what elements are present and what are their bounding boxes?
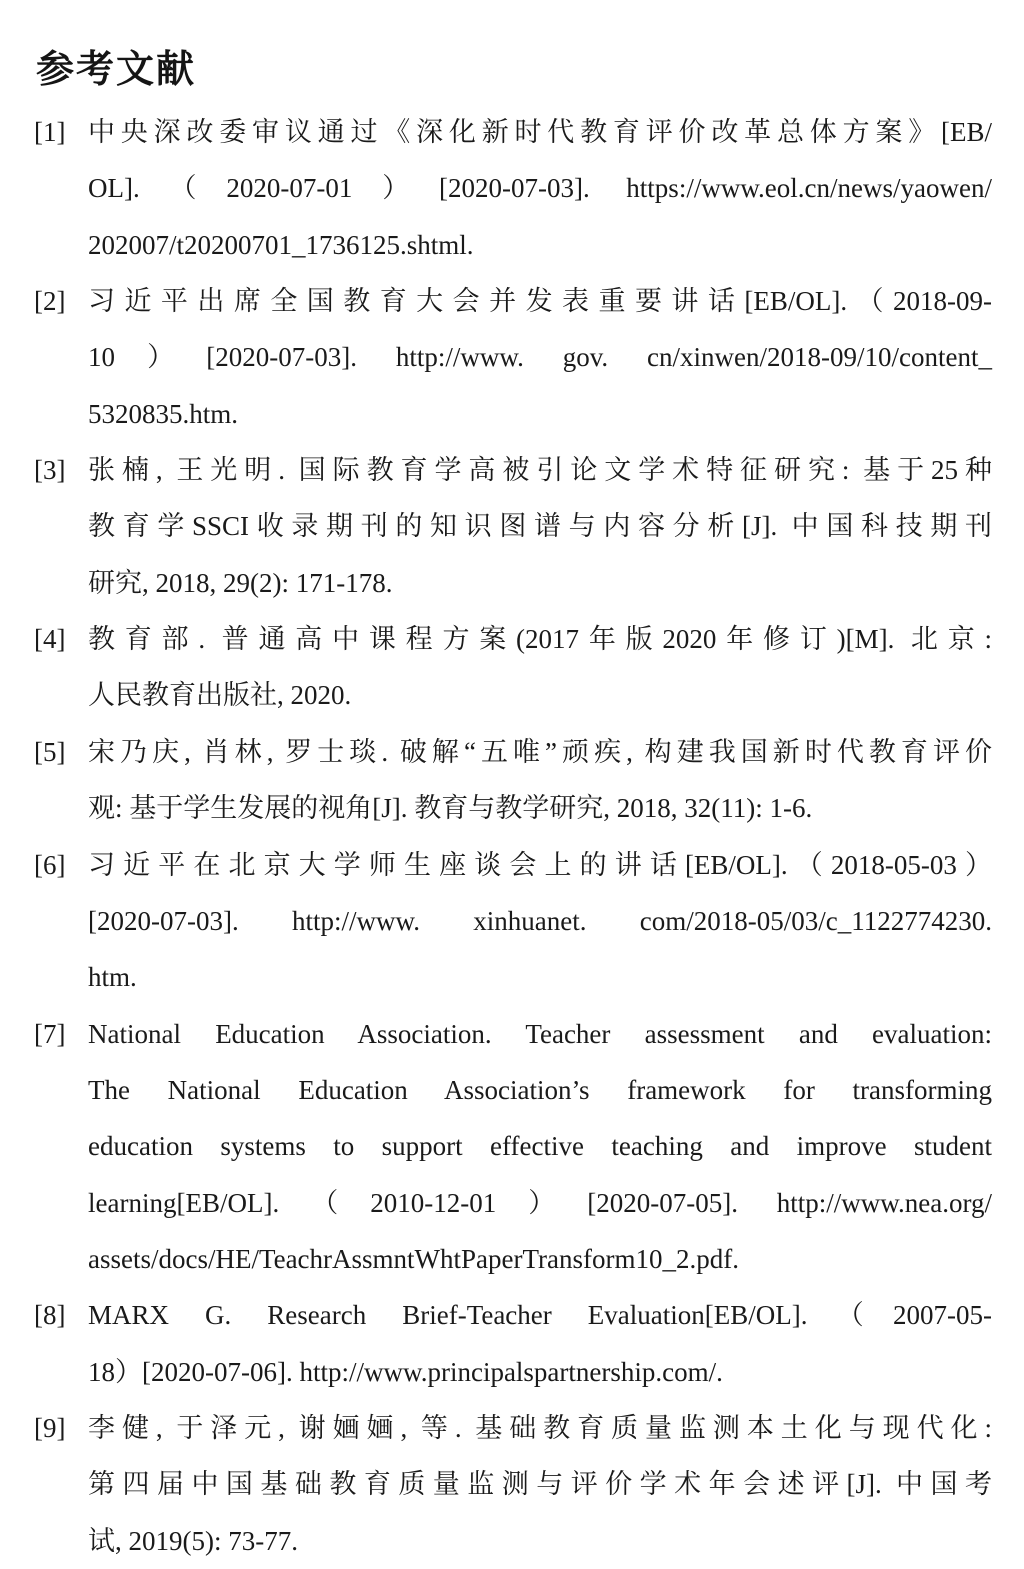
reference-number: [7] [34, 1018, 66, 1049]
reference-text-line: 观: 基于学生发展的视角[J]. 教育与教学研究, 2018, 32(11): 1-6. [88, 793, 813, 824]
reference-number: [1] [34, 117, 66, 147]
reference-text-line: OL].（2020-07-01）[2020-07-03]. https://www.eol.cn/news/yaowen/ [88, 173, 992, 204]
reference-text-line: 人民教育出版社, 2020. [88, 680, 352, 711]
reference-text-line: assets/docs/HE/TeachrAssmntWhtPaperTransform10_2.pdf. [88, 1243, 740, 1274]
reference-text-line: learning[EB/OL].（2010-12-01）[2020-07-05]. http://www.nea.org/ [88, 1187, 992, 1218]
reference-text-line: 李健, 于泽元, 谢婳婳, 等. 基础教育质量监测本土化与现代化: [88, 1413, 992, 1444]
reference-number: [5] [34, 736, 66, 767]
reference-text-line: htm. [88, 962, 137, 993]
reference-text-line: 习近平出席全国教育大会并发表重要讲话[EB/OL].（2018-09- [88, 286, 992, 317]
section-title: 参考文献 [36, 47, 197, 91]
reference-text-line: MARX G. Research Brief-Teacher Evaluation[EB/OL].（2007-05- [88, 1300, 992, 1331]
reference-text-line: 18）[2020-07-06]. http://www.principalspartnership.com/. [88, 1356, 723, 1387]
reference-text-line: 教育部. 普通高中课程方案(2017年版2020年修订)[M]. 北京: [88, 624, 992, 655]
reference-number: [4] [34, 624, 66, 655]
reference-text-line: 中央深改委审议通过《深化新时代教育评价改革总体方案》[EB/ [88, 117, 992, 147]
reference-text-line: 第四届中国基础教育质量监测与评价学术年会述评[J]. 中国考 [88, 1469, 992, 1500]
reference-text-line: 研究, 2018, 29(2): 171-178. [88, 567, 393, 598]
reference-text-line: 202007/t20200701_1736125.shtml. [88, 229, 474, 260]
reference-number: [3] [34, 455, 66, 486]
reference-text-line: 试, 2019(5): 73-77. [88, 1525, 298, 1556]
reference-text-line: 习近平在北京大学师生座谈会上的讲话[EB/OL].（2018-05-03） [88, 849, 992, 880]
reference-number: [8] [34, 1300, 66, 1331]
reference-text-line: 10）[2020-07-03]. http://www. gov. cn/xinwen/2018-09/10/content_ [88, 342, 992, 373]
reference-text-line: 5320835.htm. [88, 398, 239, 429]
reference-text-line: 教育学SSCI收录期刊的知识图谱与内容分析[J]. 中国科技期刊 [88, 511, 992, 542]
reference-number: [9] [34, 1413, 66, 1444]
reference-text-line: The National Education Association’s framework for transforming [88, 1074, 992, 1105]
reference-text-line: [2020-07-03]. http://www. xinhuanet. com/2018-05/03/c_1122774230. [88, 905, 992, 936]
reference-number: [2] [34, 286, 66, 317]
reference-text-line: 宋乃庆, 肖林, 罗士琰. 破解“五唯”顽疾, 构建我国新时代教育评价 [88, 736, 992, 767]
reference-text-line: National Education Association. Teacher assessment and evaluation: [88, 1018, 992, 1049]
reference-text-line: 张楠, 王光明. 国际教育学高被引论文学术特征研究: 基于25种 [88, 455, 992, 486]
reference-text-line: education systems to support effective teaching and improve student [88, 1131, 992, 1162]
reference-number: [6] [34, 849, 66, 880]
